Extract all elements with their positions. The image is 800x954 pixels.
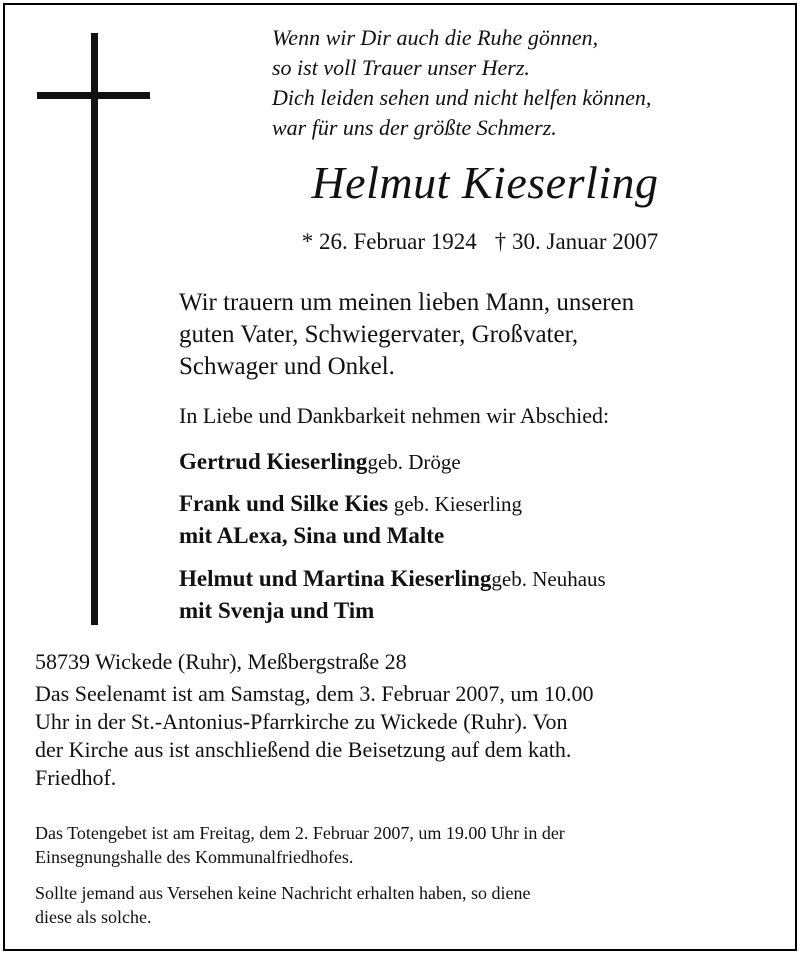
poem-line: Wenn wir Dir auch die Ruhe gönnen, <box>272 25 599 50</box>
seelenamt-line: Das Seelenamt ist am Samstag, dem 3. Februar 2007, um 10.00 <box>35 681 594 706</box>
address: 58739 Wickede (Ruhr), Meßbergstraße 28 <box>35 649 407 674</box>
notice-line: diese als solche. <box>35 907 152 927</box>
seelenamt-text <box>35 680 593 792</box>
maiden-name: geb. Neuhaus <box>491 567 606 591</box>
totengebet-line: Das Totengebet ist am Freitag, dem 2. Februar 2007, um 19.00 Uhr in der <box>35 823 565 843</box>
poem-line: war für uns der größte Schmerz. <box>272 115 557 140</box>
family-member-name: Gertrud Kieserling <box>179 449 368 474</box>
maiden-name: geb. Kieserling <box>393 492 523 516</box>
deceased-name: Helmut Kieserling <box>311 157 659 208</box>
totengebet-line: Einsegnungshalle des Kommunalfriedhofes. <box>35 847 354 867</box>
seelenamt-line: der Kirche aus ist anschließend die Beisetzung auf dem kath. <box>35 737 572 762</box>
life-dates <box>250 227 710 257</box>
poem-line: Dich leiden sehen und nicht helfen können, <box>272 85 652 110</box>
seelenamt-line: Uhr in der St.-Antonius-Pfarrkirche zu Wickede (Ruhr). Von <box>35 709 568 734</box>
family-children: mit ALexa, Sina und Malte <box>179 523 445 548</box>
maiden-name: geb. Dröge <box>367 450 461 474</box>
family-children: mit Svenja und Tim <box>179 598 375 623</box>
mourning-text <box>179 287 634 383</box>
mourning-line: Wir trauern um meinen lieben Mann, unseren <box>179 289 635 316</box>
birth-date: * 26. Februar 1924 <box>301 229 477 254</box>
family-member-name: Helmut und Martina Kieserling <box>179 566 492 591</box>
totengebet-text <box>35 821 565 869</box>
obituary-notice <box>3 3 797 951</box>
death-date: † 30. Januar 2007 <box>494 229 659 254</box>
family-member <box>179 488 522 552</box>
poem-line: so ist voll Trauer unser Herz. <box>272 55 530 80</box>
seelenamt-line: Friedhof. <box>35 765 117 790</box>
family-member <box>179 446 461 478</box>
mourning-line: Schwager und Onkel. <box>179 353 395 380</box>
family-member-name: Frank und Silke Kies <box>179 491 388 516</box>
notice-text <box>35 881 531 929</box>
farewell-line: In Liebe und Dankbarkeit nehmen wir Abschied: <box>179 403 610 428</box>
family-member <box>179 563 606 627</box>
cross-icon <box>91 33 98 625</box>
mourning-line: guten Vater, Schwiegervater, Großvater, <box>179 321 579 348</box>
poem <box>272 23 651 143</box>
notice-line: Sollte jemand aus Versehen keine Nachricht erhalten haben, so diene <box>35 883 531 903</box>
cross-icon-bar <box>37 92 150 99</box>
